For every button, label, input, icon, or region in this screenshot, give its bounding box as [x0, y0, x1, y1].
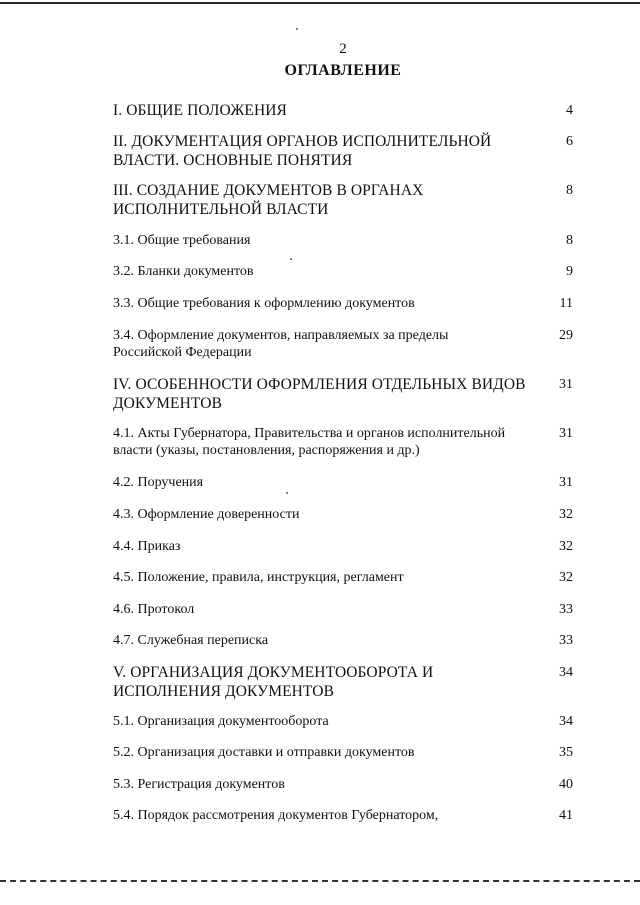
scan-bottom-edge	[0, 880, 640, 882]
toc-entry-page: 31	[559, 475, 573, 490]
toc-entry-title: 3.4. Оформление документов, направляемых за пределы Российской Федерации	[113, 328, 449, 360]
toc-entry-page: 34	[559, 714, 573, 729]
toc-entry-page: 11	[559, 296, 573, 311]
toc-entry-title: I. ОБЩИЕ ПОЛОЖЕНИЯ	[113, 102, 287, 119]
toc-entry-title: 5.1. Организация документооборота	[113, 714, 329, 729]
toc-entry-title: II. ДОКУМЕНТАЦИЯ ОРГАНОВ ИСПОЛНИТЕЛЬНОЙ ВЛАСТИ. ОСНОВНЫЕ ПОНЯТИЯ	[113, 133, 492, 169]
toc-entry-title: IV. ОСОБЕННОСТИ ОФОРМЛЕНИЯ ОТДЕЛЬНЫХ ВИДОВ ДОКУМЕНТОВ	[113, 376, 526, 412]
toc-entry-title: 4.1. Акты Губернатора, Правительства и органов исполнительной власти (указы, постановления, распоряжения и др.)	[113, 426, 506, 458]
toc-entry-title: 3.3. Общие требования к оформлению документов	[113, 296, 415, 311]
toc-entry-page: 34	[559, 665, 573, 680]
toc-entry-page: 31	[559, 377, 573, 392]
toc-entry-page: 32	[559, 570, 573, 585]
toc-entry-page: 33	[559, 633, 573, 648]
toc-entry-title: 3.2. Бланки документов	[113, 264, 254, 279]
scan-speck	[286, 492, 288, 494]
toc-entry-title: 3.1. Общие требования	[113, 233, 251, 248]
toc-entry-page: 9	[566, 264, 573, 279]
scan-top-edge	[0, 2, 640, 4]
toc-entry-page: 40	[559, 777, 573, 792]
toc-entry-page: 8	[566, 183, 573, 198]
toc-entry-title: 5.4. Порядок рассмотрения документов Губернатором,	[113, 808, 439, 823]
toc-entry-page: 31	[559, 426, 573, 441]
toc-entry-title: III. СОЗДАНИЕ ДОКУМЕНТОВ В ОРГАНАХ ИСПОЛНИТЕЛЬНОЙ ВЛАСТИ	[113, 182, 424, 218]
toc-title: ОГЛАВЛЕНИЕ	[284, 62, 402, 79]
toc-entry-title: 5.3. Регистрация документов	[113, 777, 285, 792]
toc-entry-page: 6	[566, 134, 573, 149]
toc-entry-page: 29	[559, 328, 573, 343]
toc-entry-page: 32	[559, 539, 573, 554]
scan-speck	[296, 28, 298, 30]
toc-entry-title: 4.7. Служебная переписка	[113, 633, 269, 648]
toc-entry-page: 32	[559, 507, 573, 522]
toc-entry-title: 4.5. Положение, правила, инструкция, регламент	[113, 570, 404, 585]
toc-entry-title: 4.3. Оформление доверенности	[113, 507, 300, 522]
toc-entry-page: 41	[559, 808, 573, 823]
scan-speck	[290, 258, 292, 260]
toc-entry-page: 4	[566, 103, 573, 118]
toc-entry-page: 35	[559, 745, 573, 760]
toc-entry-title: 4.4. Приказ	[113, 539, 181, 554]
toc-entry-title: 4.6. Протокол	[113, 602, 195, 617]
toc-entry-title: V. ОРГАНИЗАЦИЯ ДОКУМЕНТООБОРОТА И ИСПОЛНЕНИЯ ДОКУМЕНТОВ	[113, 664, 434, 700]
toc-entry-page: 33	[559, 602, 573, 617]
toc-entry-title: 4.2. Поручения	[113, 475, 204, 490]
toc-entry-page: 8	[566, 233, 573, 248]
toc-entry-title: 5.2. Организация доставки и отправки документов	[113, 745, 415, 760]
page-number: 2	[339, 41, 347, 57]
